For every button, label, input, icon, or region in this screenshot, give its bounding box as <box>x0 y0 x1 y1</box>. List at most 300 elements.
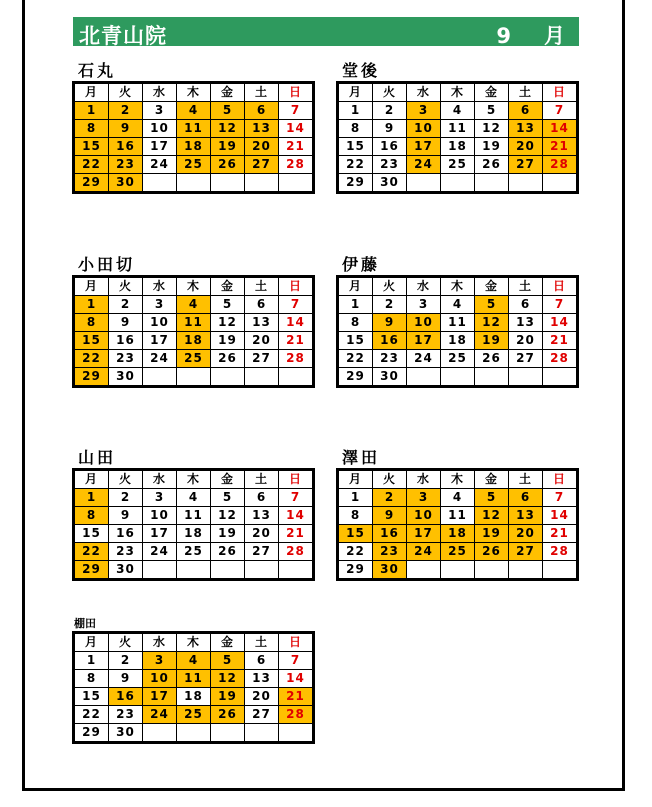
day-cell: 22 <box>338 156 373 174</box>
weekday-header: 金 <box>211 470 245 489</box>
day-cell-working: 3 <box>407 102 441 120</box>
day-cell: 8 <box>338 314 373 332</box>
day-cell-working: 24 <box>407 156 441 174</box>
empty-cell <box>407 561 441 580</box>
day-cell: 2 <box>109 296 143 314</box>
empty-cell <box>279 561 314 580</box>
weekday-header: 木 <box>441 470 475 489</box>
empty-cell <box>211 724 245 743</box>
day-cell-working: 29 <box>74 174 109 193</box>
empty-cell <box>475 174 509 193</box>
calendar-name: 棚田 <box>74 617 96 630</box>
day-cell: 22 <box>338 543 373 561</box>
day-cell-working: 10 <box>407 507 441 525</box>
day-cell: 10 <box>143 507 177 525</box>
day-cell: 17 <box>143 332 177 350</box>
weekday-header: 月 <box>338 277 373 296</box>
day-cell: 28 <box>279 350 314 368</box>
day-cell-working: 28 <box>543 156 578 174</box>
day-cell-working: 18 <box>441 525 475 543</box>
weekday-header: 水 <box>407 470 441 489</box>
day-cell: 26 <box>475 156 509 174</box>
day-cell: 20 <box>245 525 279 543</box>
day-cell: 13 <box>245 670 279 688</box>
day-cell: 4 <box>177 489 211 507</box>
day-cell: 4 <box>441 296 475 314</box>
weekday-header: 火 <box>109 633 143 652</box>
day-cell-working: 17 <box>407 138 441 156</box>
empty-cell <box>143 724 177 743</box>
empty-cell <box>177 368 211 387</box>
weekday-header: 木 <box>441 277 475 296</box>
day-cell: 6 <box>509 296 543 314</box>
day-cell-working: 11 <box>177 120 211 138</box>
calendar-name: 堂後 <box>342 61 381 80</box>
day-cell: 23 <box>109 706 143 724</box>
day-cell: 16 <box>109 332 143 350</box>
day-cell-working: 6 <box>245 102 279 120</box>
day-cell: 5 <box>211 296 245 314</box>
day-cell-working: 14 <box>543 120 578 138</box>
calendar-4 <box>72 448 315 581</box>
empty-cell <box>441 368 475 387</box>
day-cell-working: 13 <box>509 120 543 138</box>
calendar-1 <box>336 61 579 194</box>
day-cell: 11 <box>441 314 475 332</box>
calendar-name: 石丸 <box>78 61 117 80</box>
day-cell-working: 12 <box>475 507 509 525</box>
day-cell: 8 <box>338 120 373 138</box>
day-cell-working: 18 <box>177 138 211 156</box>
day-cell: 22 <box>74 706 109 724</box>
weekday-header: 金 <box>475 83 509 102</box>
day-cell: 3 <box>143 489 177 507</box>
day-cell-working: 17 <box>407 525 441 543</box>
day-cell-working: 10 <box>407 120 441 138</box>
day-cell-working: 30 <box>373 561 407 580</box>
day-cell: 23 <box>373 350 407 368</box>
weekday-header: 火 <box>109 277 143 296</box>
day-cell: 12 <box>475 120 509 138</box>
day-cell: 19 <box>211 525 245 543</box>
day-cell: 7 <box>543 489 578 507</box>
day-cell: 27 <box>245 350 279 368</box>
day-cell: 15 <box>338 138 373 156</box>
day-cell-working: 19 <box>211 688 245 706</box>
day-cell: 2 <box>109 489 143 507</box>
day-cell-working: 18 <box>177 332 211 350</box>
day-cell-working: 15 <box>74 138 109 156</box>
day-cell-working: 2 <box>109 102 143 120</box>
day-cell-working: 8 <box>74 507 109 525</box>
day-cell: 14 <box>279 507 314 525</box>
day-cell: 29 <box>338 368 373 387</box>
day-cell: 28 <box>279 543 314 561</box>
day-cell: 21 <box>279 525 314 543</box>
weekday-header: 月 <box>338 83 373 102</box>
weekday-header: 金 <box>475 470 509 489</box>
calendar-grid <box>72 275 315 388</box>
empty-cell <box>143 174 177 193</box>
weekday-header: 水 <box>407 277 441 296</box>
day-cell: 4 <box>441 489 475 507</box>
day-cell: 24 <box>407 350 441 368</box>
day-cell: 29 <box>74 724 109 743</box>
day-cell: 6 <box>245 652 279 670</box>
day-cell: 6 <box>245 296 279 314</box>
day-cell: 30 <box>373 174 407 193</box>
day-cell: 2 <box>109 652 143 670</box>
day-cell-working: 25 <box>177 350 211 368</box>
day-cell: 23 <box>109 543 143 561</box>
day-cell-working: 20 <box>245 138 279 156</box>
weekday-header: 金 <box>211 633 245 652</box>
day-cell: 14 <box>543 314 578 332</box>
day-cell-working: 1 <box>74 489 109 507</box>
day-cell: 27 <box>509 350 543 368</box>
weekday-header: 土 <box>509 470 543 489</box>
day-cell-working: 4 <box>177 296 211 314</box>
weekday-header: 土 <box>509 277 543 296</box>
day-cell-working: 5 <box>211 102 245 120</box>
day-cell: 14 <box>279 670 314 688</box>
day-cell: 16 <box>373 138 407 156</box>
day-cell-working: 12 <box>211 120 245 138</box>
day-cell-working: 8 <box>74 314 109 332</box>
day-cell-working: 11 <box>177 314 211 332</box>
day-cell: 9 <box>109 670 143 688</box>
day-cell-working: 1 <box>74 296 109 314</box>
day-cell: 16 <box>109 525 143 543</box>
day-cell: 21 <box>279 138 314 156</box>
day-cell: 5 <box>475 102 509 120</box>
calendar-5 <box>336 448 579 581</box>
day-cell: 23 <box>373 156 407 174</box>
day-cell: 9 <box>109 507 143 525</box>
day-cell: 13 <box>245 507 279 525</box>
day-cell: 19 <box>475 138 509 156</box>
weekday-header: 日 <box>279 277 314 296</box>
day-cell: 9 <box>109 314 143 332</box>
day-cell-working: 15 <box>74 332 109 350</box>
day-cell: 25 <box>177 543 211 561</box>
day-cell: 5 <box>211 489 245 507</box>
day-cell: 11 <box>177 507 211 525</box>
day-cell-working: 25 <box>441 543 475 561</box>
day-cell-working: 4 <box>177 102 211 120</box>
day-cell-working: 21 <box>279 688 314 706</box>
day-cell-working: 12 <box>211 670 245 688</box>
day-cell: 14 <box>543 507 578 525</box>
weekday-header: 土 <box>245 470 279 489</box>
day-cell-working: 26 <box>475 543 509 561</box>
day-cell: 28 <box>543 543 578 561</box>
empty-cell <box>211 174 245 193</box>
day-cell: 15 <box>74 688 109 706</box>
day-cell: 24 <box>143 350 177 368</box>
day-cell: 30 <box>109 368 143 387</box>
day-cell-working: 19 <box>211 138 245 156</box>
weekday-header: 水 <box>143 83 177 102</box>
day-cell-working: 20 <box>509 138 543 156</box>
day-cell: 3 <box>143 102 177 120</box>
day-cell: 15 <box>74 525 109 543</box>
calendar-name: 山田 <box>78 448 117 467</box>
day-cell-working: 23 <box>109 156 143 174</box>
month-label: 9 月 <box>496 24 571 48</box>
day-cell-working: 8 <box>74 120 109 138</box>
day-cell-working: 10 <box>143 670 177 688</box>
weekday-header: 土 <box>245 633 279 652</box>
day-cell: 24 <box>143 156 177 174</box>
day-cell: 8 <box>338 507 373 525</box>
day-cell: 6 <box>245 489 279 507</box>
day-cell-working: 23 <box>373 543 407 561</box>
day-cell: 21 <box>543 525 578 543</box>
day-cell: 23 <box>109 350 143 368</box>
day-cell: 1 <box>74 652 109 670</box>
day-cell: 27 <box>245 543 279 561</box>
empty-cell <box>407 368 441 387</box>
day-cell-working: 21 <box>543 138 578 156</box>
day-cell-working: 22 <box>74 156 109 174</box>
weekday-header: 木 <box>177 83 211 102</box>
empty-cell <box>543 561 578 580</box>
day-cell: 7 <box>279 652 314 670</box>
day-cell-working: 10 <box>407 314 441 332</box>
day-cell: 21 <box>543 332 578 350</box>
calendar-6 <box>72 617 315 744</box>
day-cell-working: 5 <box>475 296 509 314</box>
day-cell-working: 17 <box>143 688 177 706</box>
day-cell-working: 19 <box>475 525 509 543</box>
day-cell: 21 <box>279 332 314 350</box>
day-cell-working: 27 <box>509 156 543 174</box>
weekday-header: 火 <box>373 277 407 296</box>
day-cell: 9 <box>373 120 407 138</box>
day-cell-working: 5 <box>475 489 509 507</box>
day-cell: 20 <box>245 332 279 350</box>
day-cell: 14 <box>279 120 314 138</box>
day-cell-working: 26 <box>211 156 245 174</box>
clinic-name: 北青山院 <box>79 24 167 48</box>
weekday-header: 木 <box>177 633 211 652</box>
day-cell: 29 <box>338 561 373 580</box>
weekday-header: 火 <box>373 470 407 489</box>
calendar-name: 伊藤 <box>342 255 381 274</box>
calendar-grid <box>72 81 315 194</box>
day-cell: 18 <box>441 138 475 156</box>
day-cell: 18 <box>177 688 211 706</box>
weekday-header: 月 <box>74 83 109 102</box>
day-cell: 3 <box>143 296 177 314</box>
empty-cell <box>475 561 509 580</box>
empty-cell <box>279 368 314 387</box>
day-cell-working: 9 <box>373 507 407 525</box>
day-cell-working: 4 <box>177 652 211 670</box>
day-cell: 11 <box>441 120 475 138</box>
day-cell: 29 <box>338 174 373 193</box>
weekday-header: 月 <box>74 633 109 652</box>
day-cell-working: 16 <box>109 138 143 156</box>
day-cell: 25 <box>441 350 475 368</box>
day-cell-working: 12 <box>475 314 509 332</box>
day-cell-working: 22 <box>74 543 109 561</box>
day-cell: 4 <box>441 102 475 120</box>
day-cell: 7 <box>279 296 314 314</box>
day-cell-working: 24 <box>407 543 441 561</box>
day-cell: 1 <box>338 296 373 314</box>
weekday-header: 木 <box>441 83 475 102</box>
day-cell: 30 <box>109 724 143 743</box>
day-cell-working: 13 <box>245 120 279 138</box>
weekday-header: 木 <box>177 277 211 296</box>
day-cell-working: 27 <box>245 156 279 174</box>
day-cell: 3 <box>407 296 441 314</box>
day-cell-working: 27 <box>509 543 543 561</box>
day-cell: 19 <box>211 332 245 350</box>
day-cell: 24 <box>143 543 177 561</box>
empty-cell <box>509 368 543 387</box>
day-cell: 1 <box>338 489 373 507</box>
empty-cell <box>211 368 245 387</box>
weekday-header: 木 <box>177 470 211 489</box>
day-cell: 2 <box>373 296 407 314</box>
day-cell: 11 <box>441 507 475 525</box>
empty-cell <box>543 368 578 387</box>
day-cell-working: 6 <box>509 102 543 120</box>
day-cell: 15 <box>338 332 373 350</box>
day-cell: 7 <box>279 489 314 507</box>
day-cell-working: 29 <box>74 561 109 580</box>
day-cell: 10 <box>143 314 177 332</box>
day-cell-working: 3 <box>143 652 177 670</box>
calendar-3 <box>336 255 579 388</box>
day-cell: 14 <box>279 314 314 332</box>
empty-cell <box>441 561 475 580</box>
calendar-grid <box>336 468 579 581</box>
weekday-header: 金 <box>475 277 509 296</box>
weekday-header: 火 <box>109 470 143 489</box>
day-cell: 17 <box>143 525 177 543</box>
weekday-header: 日 <box>279 83 314 102</box>
schedule-header <box>73 17 579 46</box>
day-cell-working: 9 <box>373 314 407 332</box>
day-cell-working: 30 <box>109 174 143 193</box>
day-cell: 10 <box>143 120 177 138</box>
empty-cell <box>407 174 441 193</box>
day-cell: 7 <box>543 102 578 120</box>
day-cell-working: 6 <box>509 489 543 507</box>
day-cell-working: 3 <box>407 489 441 507</box>
calendar-grid <box>72 631 315 744</box>
day-cell: 13 <box>509 314 543 332</box>
empty-cell <box>245 174 279 193</box>
empty-cell <box>509 561 543 580</box>
day-cell: 7 <box>279 102 314 120</box>
weekday-header: 月 <box>74 470 109 489</box>
empty-cell <box>475 368 509 387</box>
calendar-grid <box>72 468 315 581</box>
empty-cell <box>279 174 314 193</box>
calendar-0 <box>72 61 315 194</box>
empty-cell <box>279 724 314 743</box>
day-cell: 30 <box>373 368 407 387</box>
weekday-header: 火 <box>373 83 407 102</box>
empty-cell <box>177 174 211 193</box>
weekday-header: 日 <box>279 470 314 489</box>
weekday-header: 日 <box>279 633 314 652</box>
weekday-header: 月 <box>74 277 109 296</box>
day-cell-working: 2 <box>373 489 407 507</box>
day-cell: 13 <box>245 314 279 332</box>
day-cell-working: 16 <box>373 332 407 350</box>
weekday-header: 水 <box>143 277 177 296</box>
empty-cell <box>543 174 578 193</box>
empty-cell <box>245 561 279 580</box>
day-cell: 26 <box>475 350 509 368</box>
weekday-header: 水 <box>143 633 177 652</box>
day-cell-working: 13 <box>509 507 543 525</box>
day-cell: 20 <box>509 332 543 350</box>
day-cell: 17 <box>143 138 177 156</box>
day-cell: 28 <box>279 156 314 174</box>
day-cell: 18 <box>177 525 211 543</box>
empty-cell <box>177 561 211 580</box>
weekday-header: 火 <box>109 83 143 102</box>
weekday-header: 土 <box>245 83 279 102</box>
day-cell: 22 <box>338 350 373 368</box>
day-cell-working: 16 <box>373 525 407 543</box>
day-cell: 28 <box>543 350 578 368</box>
day-cell-working: 19 <box>475 332 509 350</box>
weekday-header: 土 <box>509 83 543 102</box>
empty-cell <box>211 561 245 580</box>
day-cell-working: 22 <box>74 350 109 368</box>
day-cell: 25 <box>441 156 475 174</box>
day-cell: 20 <box>245 688 279 706</box>
day-cell: 26 <box>211 543 245 561</box>
day-cell: 18 <box>441 332 475 350</box>
day-cell-working: 26 <box>211 706 245 724</box>
weekday-header: 日 <box>543 83 578 102</box>
calendar-2 <box>72 255 315 388</box>
calendar-grid <box>336 275 579 388</box>
empty-cell <box>143 368 177 387</box>
weekday-header: 日 <box>543 277 578 296</box>
calendar-name: 澤田 <box>342 448 381 467</box>
calendar-name: 小田切 <box>78 255 136 274</box>
day-cell-working: 11 <box>177 670 211 688</box>
day-cell: 7 <box>543 296 578 314</box>
day-cell: 27 <box>245 706 279 724</box>
empty-cell <box>177 724 211 743</box>
day-cell-working: 29 <box>74 368 109 387</box>
day-cell: 1 <box>338 102 373 120</box>
day-cell-working: 24 <box>143 706 177 724</box>
weekday-header: 水 <box>143 470 177 489</box>
weekday-header: 金 <box>211 83 245 102</box>
empty-cell <box>245 724 279 743</box>
weekday-header: 土 <box>245 277 279 296</box>
day-cell-working: 5 <box>211 652 245 670</box>
day-cell: 26 <box>211 350 245 368</box>
day-cell: 12 <box>211 314 245 332</box>
calendar-grid <box>336 81 579 194</box>
empty-cell <box>143 561 177 580</box>
day-cell: 30 <box>109 561 143 580</box>
weekday-header: 日 <box>543 470 578 489</box>
